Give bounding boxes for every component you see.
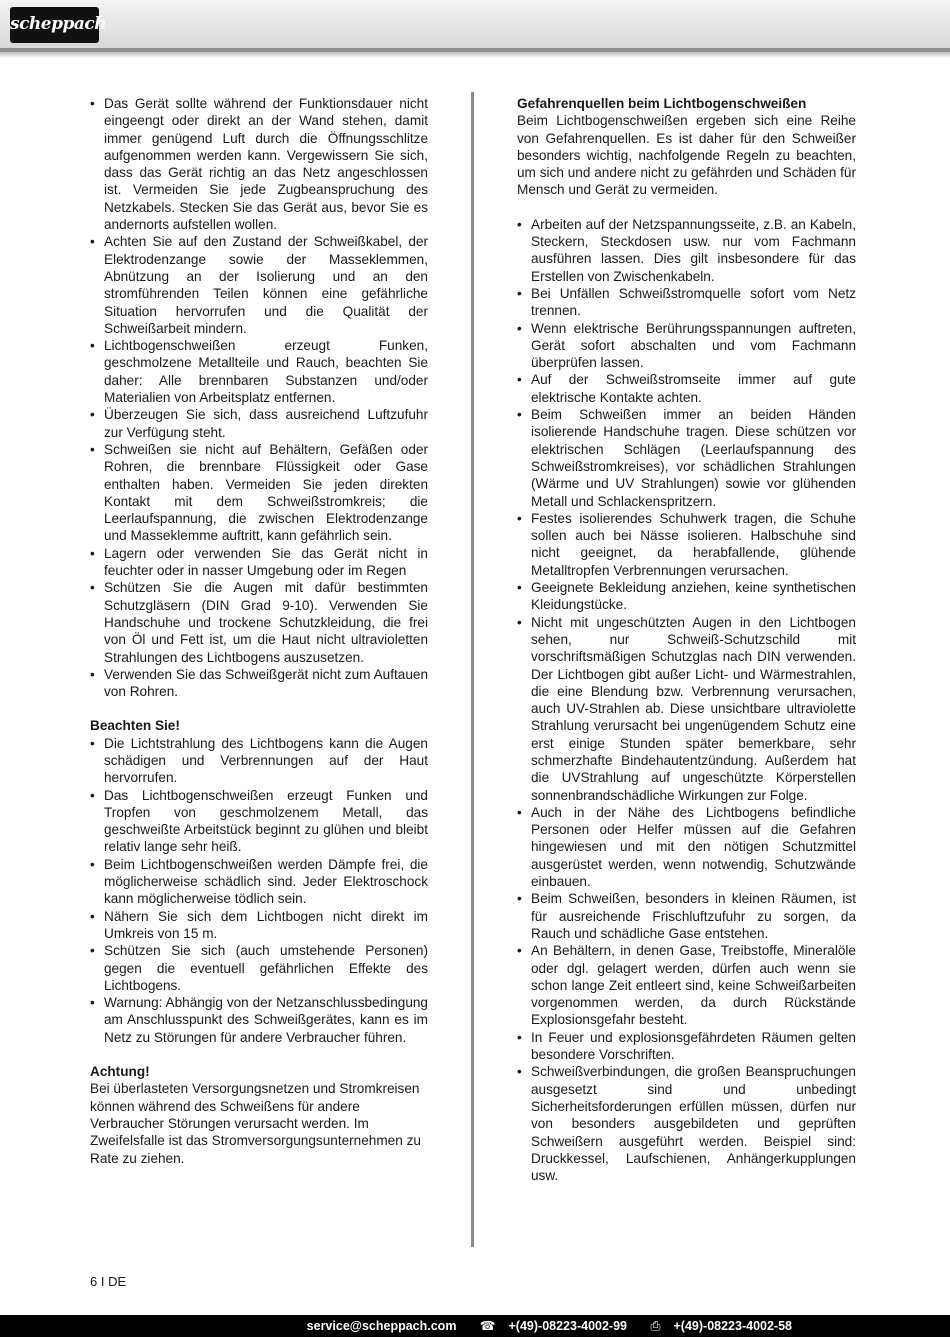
left-column [90,95,428,1167]
list-item: • Warnung: Abhängig von der Netzanschlussbedingung am Anschlusspunkt des Schweißgerätes, kann es im Netz zu Störungen für andere Verbraucher führen. [90,994,428,1046]
brand-logo [10,7,107,43]
safety-list [90,95,428,700]
list-item: • Das Gerät sollte während der Funktionsdauer nicht eingeengt oder direkt an der Wand stehen, damit immer genügend Luft durch die Öffnungsschlitze aufgenommen werden kann. Vergewissern Sie sich, dass das Gerät richtig an das Netz angeschlossen ist. Vermeiden Sie jede Zugbeanspruchung des Netzkabels. Stecken Sie das Gerät aus, bevor Sie es andernorts aufstellen wollen. [90,95,428,233]
list-item: • Schützen Sie sich (auch umstehende Personen) gegen die eventuell gefährlichen Effekte des Lichtbogens. [90,942,428,994]
header-bar [0,0,950,52]
list-item: • Beim Schweißen immer an beiden Händen isolierende Handschuhe tragen. Diese schützen vor elektrischen Schlägen (Leerlaufspannung des Schweißstromkreises), vor schädlichen Strahlungen (Wärme und UV Strahlungen) sowie vor glühenden Metall und Schlackenspritzern. [517,406,856,510]
list-item: • Festes isolierendes Schuhwerk tragen, die Schuhe sollen auch bei Nässe isolieren. Halbschuhe sind nicht geeignet, da herabfallende, glühende Metalltropfen Verbrennungen verursachen. [517,510,856,579]
achtung-heading: Achtung! [90,1064,150,1080]
list-item: • Nicht mit ungeschützten Augen in den Lichtbogen sehen, nur Schweiß-Schutzschild mit vorschriftsmäßigen Schutzglas nach DIN verwenden. Der Lichtbogen gibt außer Licht- und Wärmestrahlen, die eine Blendung bzw. Verbrennung verursachen, auch UV-Strahlen ab. Diese unsichtbare ultraviolette Strahlung verursacht bei ungenügendem Schutz eine erst einige Stunden später bemerkbare, sehr schmerzhafte Bindehautentzündung. Außerdem hat die UVStrahlung auf ungeschützte Körperstellen sonnenbrandschädliche Wirkungen zur Folge. [517,614,856,804]
list-item: • Auf der Schweißstromseite immer auf gute elektrische Kontakte achten. [517,371,856,406]
beachten-list [90,735,428,1046]
list-item: • Bei Unfällen Schweißstromquelle sofort vom Netz trennen. [517,285,856,320]
list-item: • An Behältern, in denen Gase, Treibstoffe, Mineralöle oder dgl. gelagert werden, dürfen auch wenn sie schon lange Zeit entleert sind, keine Schweißarbeiten vorgenommen werden, da durch Rückstände Explosionsgefahr besteht. [517,942,856,1028]
email-link[interactable]: service@scheppach.com [306,1319,457,1333]
list-item: • Schützen Sie die Augen mit dafür bestimmten Schutzgläsern (DIN Grad 9-10). Verwenden Sie Handschuhe und trockene Schutzkleidung, die frei von Öl und Fett ist, um die Haut nicht ultravioletten Strahlungen des Lichtbogens auszusetzen. [90,579,428,665]
list-item: • Nähern Sie sich dem Lichtbogen nicht direkt im Umkreis von 15 m. [90,908,428,943]
section-heading: Gefahrenquellen beim Lichtbogenschweißen [517,96,807,111]
phone-number: +(49)-08223-4002-99 [508,1319,627,1333]
list-item: • Achten Sie auf den Zustand der Schweißkabel, der Elektrodenzange sowie der Masseklemmen, Abnützung an der Isolierung und an den stromführenden Teilen können eine gefährliche Situation hervorrufen und die Qualität der Schweißarbeit mindern. [90,233,428,337]
header-shadow [0,52,950,58]
footer-bar [0,1315,950,1337]
right-column [517,95,856,1184]
achtung-text: Bei überlasteten Versorgungsnetzen und Stromkreisen können während des Schweißens für andere Verbraucher Störungen verursacht werden. Im Zweifelsfalle ist das Stromversorgungsunternehmen zu Rate zu ziehen. [90,1081,421,1166]
section-intro: Beim Lichtbogenschweißen ergeben sich eine Reihe von Gefahrenquellen. Es ist daher für den Schweißer besonders wichtig, nachfolgende Regeln zu beachten, um sich und andere nicht zu gefährden und Schäden für Mensch und Gerät zu vermeiden. [517,113,856,198]
list-item: • Lagern oder verwenden Sie das Gerät nicht in feuchter oder in nasser Umgebung oder im Regen [90,545,428,580]
list-item: • Beim Lichtbogenschweißen werden Dämpfe frei, die möglicherweise schädlich sind. Jeder Elektroschock kann möglicherweise tödlich sein. [90,856,428,908]
list-item: • Das Lichtbogenschweißen erzeugt Funken und Tropfen von geschmolzenem Metall, das geschweißte Arbeitstück beginnt zu glühen und bleibt relativ lange sehr heiß. [90,787,428,856]
fax-number: +(49)-08223-4002-58 [673,1319,792,1333]
list-item: • Schweißen sie nicht auf Behältern, Gefäßen oder Rohren, die brennbare Flüssigkeit oder Gase enthalten haben. Vermeiden Sie jeden direkten Kontakt mit dem Schweißstromkreis; die Leerlaufspannung, die zwischen Elektrodenzange und Masseklemme auftritt, kann gefährlich sein. [90,441,428,545]
list-item: • Wenn elektrische Berührungsspannungen auftreten, Gerät sofort abschalten und vom Fachmann überprüfen lassen. [517,320,856,372]
list-item: • Lichtbogenschweißen erzeugt Funken, geschmolzene Metallteile und Rauch, beachten Sie daher: Alle brennbaren Substanzen und/oder Materialien von Arbeitsplatz entfernen. [90,337,428,406]
contact-info [297,1318,792,1334]
phone-icon: ☎ [479,1318,496,1333]
list-item: • Geeignete Bekleidung anziehen, keine synthetischen Kleidungstücke. [517,579,856,614]
page-number: 6 I DE [90,1274,127,1289]
list-item: • Die Lichtstrahlung des Lichtbogens kann die Augen schädigen und Verbrennungen auf der Haut hervorrufen. [90,735,428,787]
fax-icon: ⎙ [650,1318,661,1333]
list-item: • Arbeiten auf der Netzspannungsseite, z.B. an Kabeln, Steckern, Steckdosen usw. nur vom Fachmann ausführen lassen. Dies gilt insbesondere für das Erstellen von Zwischenkabeln. [517,216,856,285]
list-item: • Überzeugen Sie sich, dass ausreichend Luftzufuhr zur Verfügung steht. [90,406,428,441]
column-divider [471,92,474,1247]
beachten-heading: Beachten Sie! [90,718,180,734]
hazard-list [517,216,856,1185]
list-item: • Beim Schweißen, besonders in kleinen Räumen, ist für ausreichende Frischluftzufuhr zu sorgen, da Rauch und schädliche Gase entstehen. [517,890,856,942]
list-item: • Auch in der Nähe des Lichtbogens befindliche Personen oder Helfer müssen auf die Gefahren hingewiesen und mit den nötigen Schutzmittel ausgerüstet werden, wenn notwendig, Schutzwände einbauen. [517,804,856,890]
brand-logo-text: scheppach [10,14,107,34]
list-item: • Schweißverbindungen, die großen Beanspruchungen ausgesetzt sind und unbedingt Sicherheitsforderungen erfüllen müssen, dürfen nur von besonders ausgebildeten und geprüften Schweißern ausgeführt werden. Beispiel sind: Druckkessel, Laufschienen, Anhängerkupplungen usw. [517,1063,856,1184]
list-item: • In Feuer und explosionsgefährdeten Räumen gelten besondere Vorschriften. [517,1029,856,1064]
list-item: • Verwenden Sie das Schweißgerät nicht zum Auftauen von Rohren. [90,666,428,701]
